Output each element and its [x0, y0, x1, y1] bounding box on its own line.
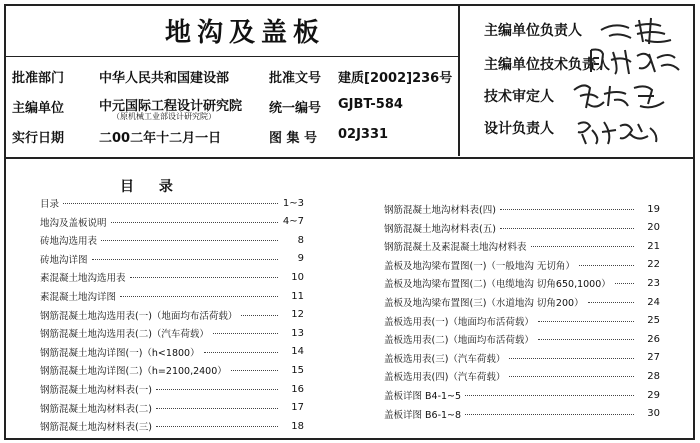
toc-entry: [40, 289, 304, 303]
toc-entry-title: 盖板选用表(三)（汽车荷载）: [384, 353, 506, 365]
signature-2: [585, 40, 690, 78]
effective-date-label: 实行日期: [12, 131, 65, 146]
toc-leader-dots: [156, 407, 278, 409]
toc-entry: [384, 369, 660, 383]
toc-entry-page: 21: [647, 240, 660, 252]
atlas-no-value: 02J331: [338, 127, 389, 142]
toc-entry-page: 22: [647, 259, 660, 271]
toc-title: 目 录: [120, 179, 183, 195]
toc-entry: [384, 351, 660, 365]
toc-entry-title: 钢筋混凝土地沟材料表(四): [384, 205, 496, 216]
toc-entry: [384, 388, 660, 402]
toc-entry-page: 14: [291, 346, 304, 358]
toc-entry-title: 钢筋混凝土地沟材料表(五): [384, 223, 496, 235]
unified-no-label: 统一编号: [269, 101, 322, 116]
toc-entry: [40, 382, 304, 396]
toc-entry-title: 钢筋混凝土及素混凝土地沟材料表: [384, 242, 527, 254]
effective-date-value: 二00二年十二月一日: [99, 131, 222, 146]
toc-leader-dots: [509, 375, 634, 377]
toc-leader-dots: [204, 351, 278, 353]
toc-entry-page: 24: [647, 296, 660, 308]
editor-unit-value: 中元国际工程设计研究院: [99, 99, 243, 114]
toc-leader-dots: [509, 357, 634, 359]
toc-entry-page: 10: [291, 271, 304, 283]
toc-entry-title: 盖板及地沟梁布置图(三)（水道地沟 切角200）: [384, 298, 584, 309]
responsible-label-3: 技术审定人: [484, 89, 554, 105]
toc-leader-dots: [130, 276, 278, 278]
toc-leader-dots: [231, 369, 278, 371]
toc-entry-page: 18: [291, 420, 304, 432]
responsible-label-2: 主编单位技术负责人: [484, 57, 610, 73]
toc-entry-page: 27: [647, 352, 660, 364]
toc-leader-dots: [213, 332, 278, 334]
editor-unit-label: 主编单位: [12, 101, 65, 116]
toc-leader-dots: [588, 301, 634, 303]
toc-entry-page: 9: [297, 253, 304, 265]
toc-entry-title: 素混凝土地沟详图: [40, 292, 117, 303]
toc-leader-dots: [465, 413, 634, 415]
approval-dept-value: 中华人民共和国建设部: [99, 71, 230, 86]
toc-entry-page: 25: [647, 315, 660, 327]
toc-entry-page: 20: [647, 222, 660, 234]
toc-entry: [384, 295, 660, 309]
toc-entry-title: 盖板及地沟梁布置图(一)（一般地沟 无切角）: [384, 260, 575, 272]
toc-leader-dots: [465, 394, 634, 396]
header-divider: [4, 157, 695, 159]
approval-dept-label: 批准部门: [12, 71, 65, 86]
toc-entry-page: 28: [647, 370, 660, 382]
toc-leader-dots: [615, 282, 634, 284]
toc-entry-page: 1~3: [282, 197, 304, 209]
toc-entry-page: 12: [291, 309, 304, 321]
toc-entry: [384, 407, 660, 421]
toc-entry: [384, 239, 660, 253]
toc-entry: [384, 276, 660, 290]
toc-entry-title: 盖板及地沟梁布置图(二)（电缆地沟 切角650,1000）: [384, 279, 611, 291]
toc-entry-title: 盖板选用表(四)（汽车荷载）: [384, 372, 506, 384]
toc-leader-dots: [579, 264, 634, 266]
unified-no-value: GJBT-584: [338, 97, 403, 112]
toc-entry-title: 地沟及盖板说明: [40, 217, 107, 229]
signature-3: [568, 76, 673, 112]
toc-entry: [384, 258, 660, 272]
toc-leader-dots: [531, 245, 634, 247]
editor-unit-note: （原机械工业部设计研究院）: [112, 112, 216, 121]
toc-leader-dots: [500, 208, 634, 210]
responsible-label-1: 主编单位负责人: [484, 23, 582, 39]
atlas-no-label: 图 集 号: [269, 131, 318, 146]
toc-entry-title: 盖板详图 B4-1~5: [384, 391, 462, 402]
toc-entry-title: 钢筋混凝土地沟材料表(二): [40, 403, 152, 415]
toc-entry-page: 26: [647, 333, 660, 345]
toc-entry: [40, 215, 304, 229]
toc-entry-title: 钢筋混凝土地沟详图(二)（h=2100,2400）: [40, 366, 227, 378]
toc-entry-title: 钢筋混凝土地沟选用表(一)（地面均布活荷载）: [40, 310, 238, 322]
toc-entry-title: 钢筋混凝土地沟详图(一)（h<1800）: [40, 347, 200, 359]
toc-entry-page: 4~7: [282, 216, 304, 228]
toc-leader-dots: [120, 295, 278, 297]
toc-entry-title: 盖板详图 B6-1~8: [384, 409, 462, 421]
toc-entry-title: 钢筋混凝土地沟选用表(二)（汽车荷载）: [40, 329, 209, 341]
toc-entry: [40, 233, 304, 247]
responsible-label-4: 设计负责人: [484, 121, 554, 137]
toc-leader-dots: [156, 388, 278, 390]
signature-4: [572, 112, 672, 148]
toc-entry-page: 30: [647, 408, 660, 420]
toc-leader-dots: [538, 338, 634, 340]
toc-entry-page: 16: [291, 383, 304, 395]
toc-entry-title: 钢筋混凝土地沟材料表(一): [40, 385, 152, 396]
toc-entry: [384, 202, 660, 216]
toc-entry-page: 11: [291, 290, 304, 302]
toc-leader-dots: [111, 221, 278, 223]
toc-entry-page: 29: [647, 389, 660, 401]
toc-leader-dots: [156, 425, 278, 427]
toc-entry: [40, 252, 304, 266]
toc-entry-title: 素混凝土地沟选用表: [40, 273, 126, 285]
toc-entry-page: 19: [647, 203, 660, 215]
title-divider: [6, 56, 458, 57]
toc-entry-title: 砖地沟详图: [40, 254, 88, 266]
toc-leader-dots: [101, 239, 278, 241]
toc-entry-page: 13: [291, 327, 304, 339]
toc-entry-title: 盖板选用表(一)（地面均布活荷载）: [384, 316, 534, 328]
toc-entry: [40, 345, 304, 359]
toc-leader-dots: [500, 227, 634, 229]
approval-no-value: 建质[2002]236号: [338, 71, 453, 86]
toc-entry-title: 目录: [40, 199, 60, 210]
toc-leader-dots: [63, 202, 278, 204]
toc-entry-title: 盖板选用表(二)（地面均布活荷载）: [384, 335, 534, 347]
toc-leader-dots: [538, 320, 634, 322]
toc-entry: [384, 314, 660, 328]
toc-entry-title: 砖地沟选用表: [40, 236, 98, 248]
toc-entry: [40, 401, 304, 415]
toc-leader-dots: [241, 314, 278, 316]
toc-entry: [40, 419, 304, 433]
approval-no-label: 批准文号: [269, 71, 322, 86]
toc-entry: [40, 363, 304, 377]
toc-entry: [384, 332, 660, 346]
toc-entry-page: 8: [297, 234, 304, 246]
toc-entry: [40, 270, 304, 284]
toc-entry-page: 17: [291, 402, 304, 414]
page-title: 地沟及盖板: [164, 18, 325, 48]
toc-entry: [40, 308, 304, 322]
toc-leader-dots: [92, 258, 278, 260]
toc-entry: [384, 221, 660, 235]
toc-entry: [40, 196, 304, 210]
toc-entry-page: 15: [291, 364, 304, 376]
toc-entry: [40, 326, 304, 340]
toc-entry-page: 23: [647, 277, 660, 289]
toc-entry-title: 钢筋混凝土地沟材料表(三): [40, 422, 152, 434]
